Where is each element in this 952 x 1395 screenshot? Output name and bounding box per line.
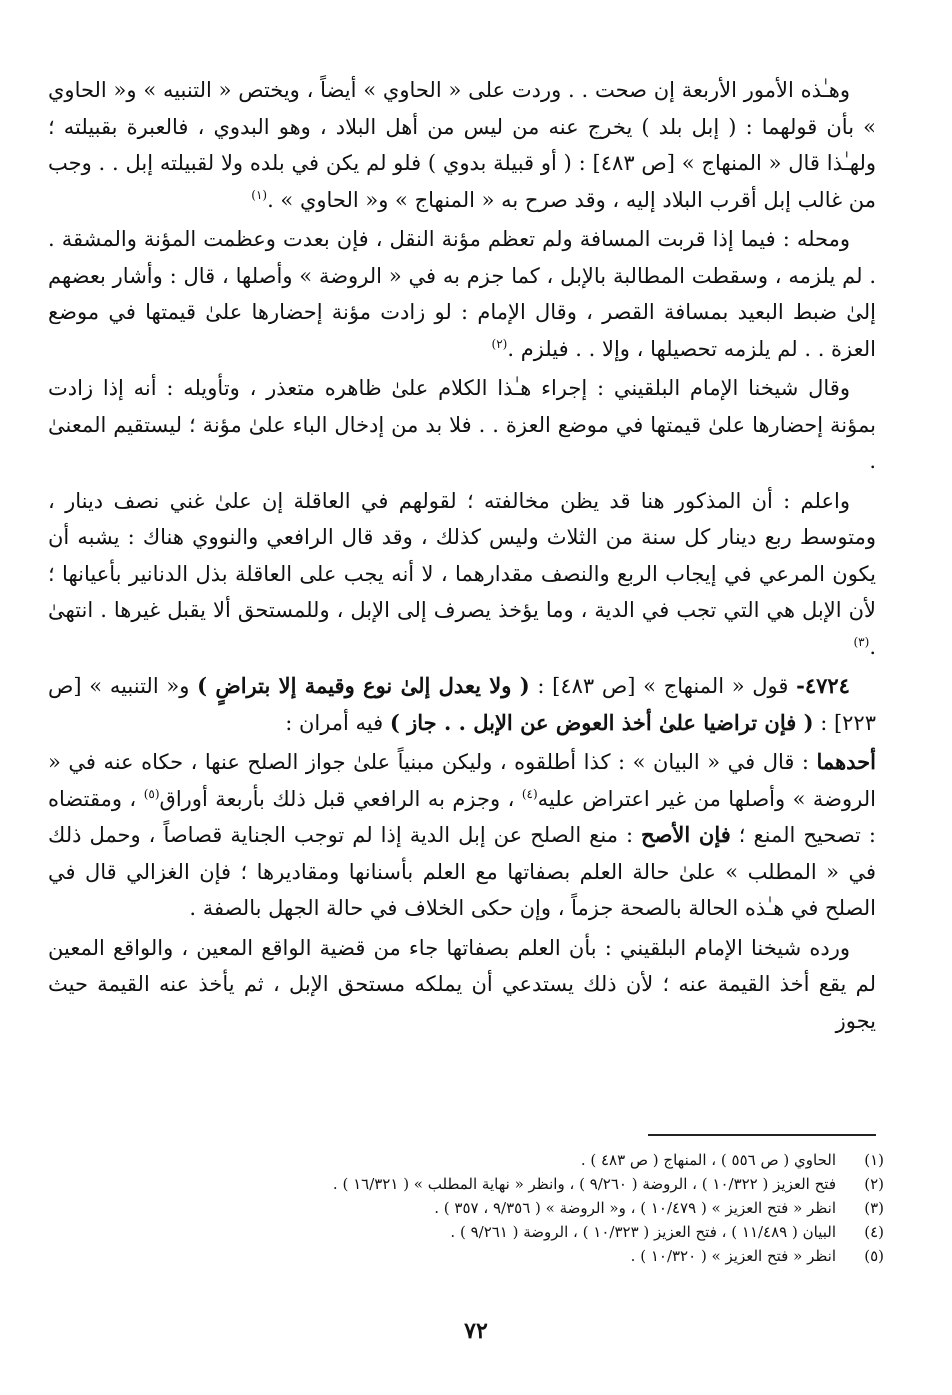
footnote-5	[100, 1244, 884, 1268]
footnote-text: البيان ( ١١/٤٨٩ ) ، فتح العزيز ( ١٠/٣٢٣ ) ، الروضة ( ٩/٢٦١ ) .	[450, 1223, 836, 1241]
paragraph-6	[48, 744, 876, 927]
paragraph-4-text: واعلم : أن المذكور هنا قد يظن مخالفته ؛ لقولهم في العاقلة إن علىٰ غني نصف دينار ، ومتوسط ربع دينار كل سنة من الثلاث وليس كذلك ، وقد قال الرافعي والنووي هناك : يشبه أن يكون المرعي في إيجاب الربع والنصف مقدارهما ، لا أنه يجب على العاقلة بذل الدنانير بأعيانها ؛ لأن الإبل هي التي تجب في الدية ، وما يؤخذ يصرف إلى الإبل ، وللمستحق ألا يقبل غيرها . انتهىٰ .	[48, 488, 876, 659]
footnote-ref-3[interactable]: (٣)	[853, 634, 870, 649]
footnote-ref-4[interactable]: (٤)	[521, 786, 538, 801]
footnote-text: الحاوي ( ص ٥٥٦ ) ، المنهاج ( ص ٤٨٣ ) .	[580, 1151, 836, 1169]
footnote-number: (٣)	[864, 1199, 884, 1217]
footnote-number: (٤)	[864, 1223, 884, 1241]
paragraph-6-lead: أحدهما	[816, 749, 876, 774]
paragraph-2	[48, 221, 876, 367]
paragraph-6-text-c: ، ومقتضاه : تصحيح المنع ؛	[48, 786, 876, 847]
paragraph-6-text-a: : قال في « البيان » : كذا أطلقوه ، وليكن مبنياً علىٰ جواز الصلح عنها ، حكاه عنه في « الروضة » وأصلها من غير اعتراض عليه	[48, 750, 876, 811]
page-body	[48, 72, 876, 1042]
footnotes	[100, 1148, 884, 1268]
paragraph-3-text: وقال شيخنا الإمام البلقيني : إجراء هـٰذا الكلام علىٰ ظاهره متعذر ، وتأويله : أنه إذا زادت بمؤنة إحضارها علىٰ قيمتها في موضع العزة . . فلا بد من إدخال الباء علىٰ مؤنة ؛ ليستقيم المعنىٰ .	[48, 376, 876, 473]
paragraph-5-text-a: قول « المنهاج » [ص ٤٨٣] :	[537, 674, 789, 698]
footnote-1	[100, 1148, 884, 1172]
footnote-ref-5[interactable]: (٥)	[143, 786, 160, 801]
footnote-text: فتح العزيز ( ١٠/٣٢٢ ) ، الروضة ( ٩/٢٦٠ ) ، وانظر « نهاية المطلب » ( ١٦/٣٢١ ) .	[332, 1175, 836, 1193]
paragraph-5	[48, 668, 876, 741]
footnote-ref-2[interactable]: (٢)	[491, 336, 508, 351]
entry-number: ٤٧٢٤-	[796, 673, 850, 698]
quote-tanbih: ( فإن تراضيا علىٰ أخذ العوض عن الإبل . . جاز )	[389, 709, 814, 735]
footnote-number: (٥)	[864, 1247, 884, 1265]
paragraph-7-text: ورده شيخنا الإمام البلقيني : بأن العلم بصفاتها جاء من قضية الواقع المعين ، والواقع المعين لم يقع أخذ القيمة عنه ؛ لأن ذلك يستدعي أن يملكه مستحق الإبل ، ثم يأخذ عنه القيمة حيث يجوز	[48, 935, 876, 1033]
footnote-number: (٢)	[864, 1175, 884, 1193]
paragraph-5-text-b: و« التنبيه » [ص ٢٢٣] :	[48, 674, 876, 735]
paragraph-6-bold: فإن الأصح	[641, 822, 731, 847]
paragraph-1-text: وهـٰذه الأمور الأربعة إن صحت . . وردت على « الحاوي » أيضاً ، ويختص « التنبيه » و« الحاوي » بأن قولهما : ( إبل بلد ) يخرج عنه من ليس من أهل البلاد ، وهو البدوي ، فالعبرة بقبيلته ؛ ولهـٰذا قال « المنهاج » [ص ٤٨٣] : ( أو قبيلة بدوي ) فلو لم يكن في بلده ولا لقبيلته إبل . . وجب من غالب إبل أقرب البلاد إليه ، وقد صرح به « المنهاج » و« الحاوي » .	[48, 78, 876, 212]
footnote-text: انظر « فتح العزيز » ( ١٠/٣٢٠ ) .	[630, 1247, 836, 1265]
quote-minhaj: ( ولا يعدل إلىٰ نوع وقيمة إلا بتراضٍ )	[197, 673, 530, 698]
paragraph-6-text-d: : منع الصلح عن إبل الدية إذا لم توجب الجناية قصاصاً ، وحمل ذلك في « المطلب » علىٰ حالة العلم بصفاتها مع العلم بأسنانها ومقاديرها ؛ فإن الغزالي قال في الصلح في هـٰذه الحالة بالصحة جزماً ، وإن حكى الخلاف في حالة الجهل بالصفة .	[48, 823, 876, 920]
paragraph-5-text-c: فيه أمران :	[285, 710, 384, 735]
footnote-2	[100, 1172, 884, 1196]
paragraph-3	[48, 370, 876, 480]
paragraph-1	[48, 72, 876, 218]
paragraph-4	[48, 483, 876, 666]
footnote-text: انظر « فتح العزيز » ( ١٠/٤٧٩ ) ، و« الروضة » ( ٩/٣٥٦ ، ٣٥٧ ) .	[434, 1199, 836, 1217]
footnote-separator	[648, 1134, 876, 1136]
footnote-number: (١)	[864, 1151, 884, 1169]
footnote-3	[100, 1196, 884, 1220]
footnote-ref-1[interactable]: (١)	[251, 187, 268, 202]
paragraph-2-text: ومحله : فيما إذا قربت المسافة ولم تعظم مؤنة النقل ، فإن بعدت وعظمت المؤنة والمشقة . . لم يلزمه ، وسقطت المطالبة بالإبل ، كما جزم به في « الروضة » وأصلها ، قال : وأشار بعضهم إلىٰ ضبط البعيد بمسافة القصر ، وقال الإمام : لو زادت مؤنة إحضارها علىٰ قيمتها في موضع العزة . . لم يلزمه تحصيلها ، وإلا . . فيلزم .	[48, 227, 876, 361]
paragraph-6-text-b: ، وجزم به الرافعي قبل ذلك بأربعة أوراق	[159, 786, 515, 811]
footnote-4	[100, 1220, 884, 1244]
page-number: ٧٢	[464, 1318, 488, 1344]
paragraph-7	[48, 930, 876, 1040]
